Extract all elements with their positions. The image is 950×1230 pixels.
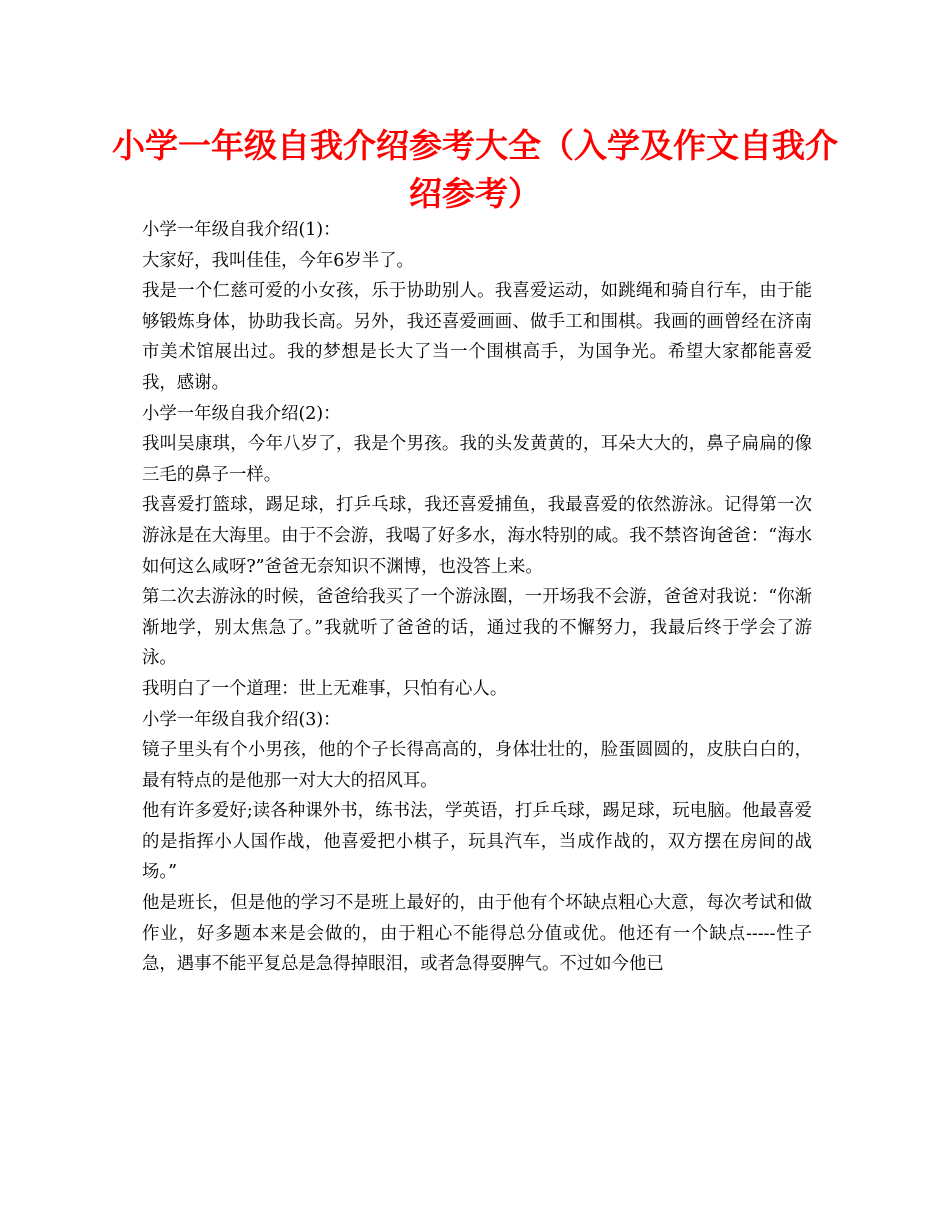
document-title: 小学一年级自我介绍参考大全（入学及作文自我介绍参考） <box>112 126 838 213</box>
section-heading-1: 小学一年级自我介绍(1)： <box>142 220 341 240</box>
paragraph: 第二次去游泳的时候，爸爸给我买了一个游泳圈，一开场我不会游，爸爸对我说：“你渐渐地学，别太焦急了。”我就听了爸爸的话，通过我的不懈努力，我最后终于学会了游泳。 <box>142 587 812 669</box>
section-heading-3: 小学一年级自我介绍(3)： <box>142 709 341 730</box>
paragraph: 我是一个仁慈可爱的小女孩，乐于协助别人。我喜爱运动，如跳绳和骑自行车，由于能够锻炼身体，协助我长高。另外，我还喜爱画画、做手工和围棋。我画的画曾经在济南市美术馆展出过。我的梦想是长大了当一个围棋高手，为国争光。希望大家都能喜爱我，感谢。 <box>142 281 812 393</box>
paragraph: 他是班长，但是他的学习不是班上最好的，由于他有个坏缺点粗心大意，每次考试和做作业，好多题本来是会做的，由于粗心不能得总分值或优。他还有一个缺点-----性子急，遇事不能平复总是急得掉眼泪，或者急得耍脾气。不过如今他已 <box>142 893 812 975</box>
paragraph: 镜子里头有个小男孩，他的个子长得高高的，身体壮壮的，脸蛋圆圆的，皮肤白白的，最有特点的是他那一对大大的招风耳。 <box>142 740 812 791</box>
paragraph: 我喜爱打篮球，踢足球，打乒乓球，我还喜爱捕鱼，我最喜爱的依然游泳。记得第一次游泳是在大海里。由于不会游，我喝了好多水，海水特别的咸。我不禁咨询爸爸：“海水如何这么咸呀?”爸爸无奈知识不渊博，也没答上来。 <box>142 495 812 577</box>
paragraph: 他有许多爱好;读各种课外书，练书法，学英语，打乒乓球，踢足球，玩电脑。他最喜爱的是指挥小人国作战，他喜爱把小棋子，玩具汽车，当成作战的，双方摆在房间的战场。” <box>142 801 812 883</box>
document-body <box>142 215 812 980</box>
section-heading-2: 小学一年级自我介绍(2)： <box>142 403 341 424</box>
paragraph: 大家好，我叫佳佳，今年6岁半了。 <box>142 250 414 271</box>
paragraph: 我明白了一个道理：世上无难事，只怕有心人。 <box>142 678 508 699</box>
paragraph: 我叫吴康琪，今年八岁了，我是个男孩。我的头发黄黄的，耳朵大大的，鼻子扁扁的像三毛的鼻子一样。 <box>142 434 812 485</box>
